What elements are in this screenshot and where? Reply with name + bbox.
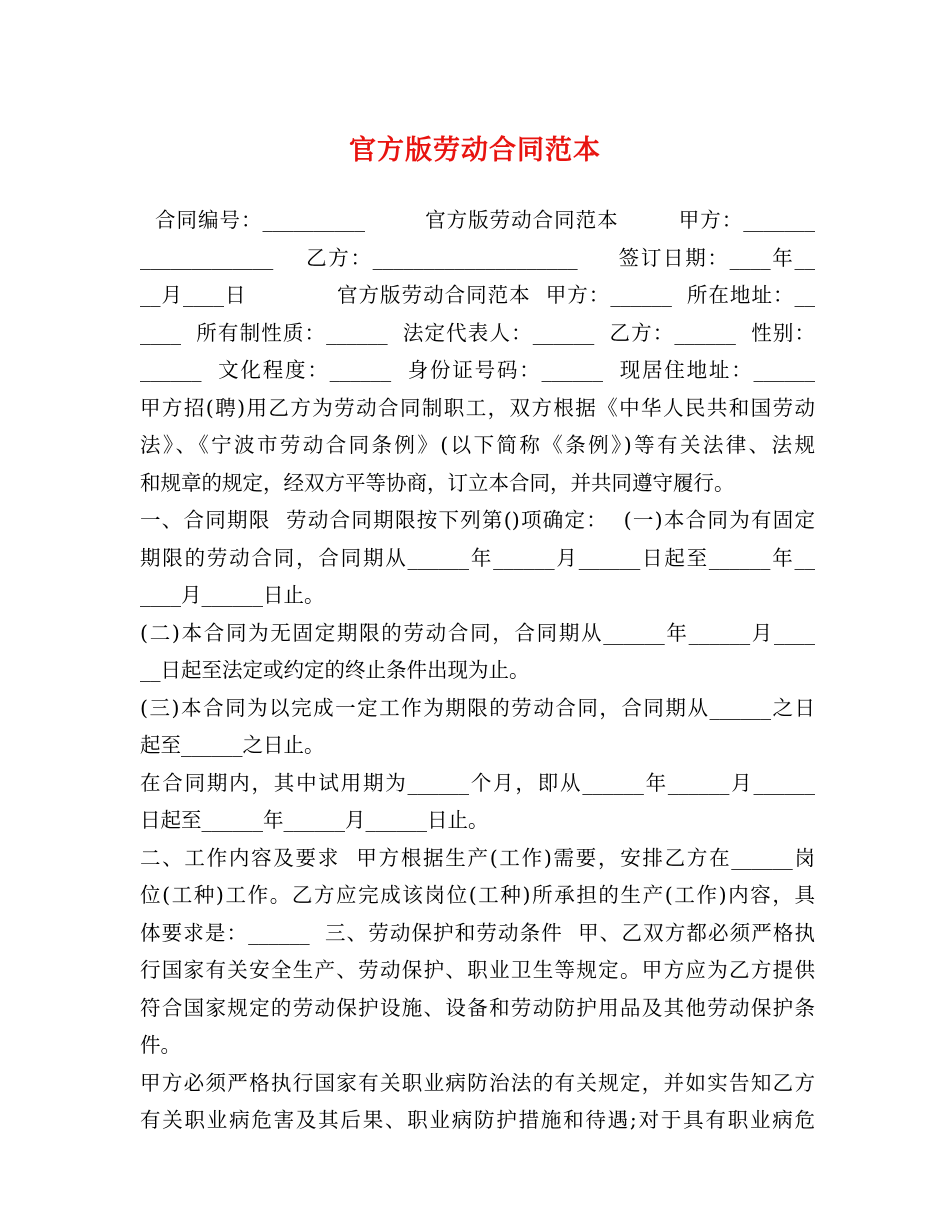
text-line-occupational-disease: 甲方必须严格执行国家有关职业病防治法的有关规定，并如实告知乙方 [140, 1070, 815, 1095]
document-title: 官方版劳动合同范本 [349, 135, 601, 166]
text-line-contract-header: 合同编号：__________ 官方版劳动合同范本 甲方：_______ [140, 208, 815, 232]
text-line-safety-rules: 行国家有关安全生产、劳动保护、职业卫生等规定。甲方应为乙方提供 [140, 958, 815, 982]
text-line-preamble-3: 和规章的规定，经双方平等协商，订立本合同，并共同遵守履行。 [140, 470, 735, 495]
text-line-party-b-date: _____________ 乙方：____________________ 签订日期：____年__ [140, 245, 815, 270]
text-line-section-3-protection: 体要求是：______ 三、劳动保护和劳动条件 甲、乙双方都必须严格执 [140, 920, 815, 945]
text-line-task-term: (三)本合同为以完成一定工作为期限的劳动合同，合同期从______之日 [140, 695, 815, 720]
text-line-probation-end: 日起至______年______月______日止。 [140, 808, 489, 832]
text-line-party-a-address: __月____日 官方版劳动合同范本 甲方：______ 所在地址：__ [140, 283, 815, 307]
text-line-work-content: 位(工种)工作。乙方应完成该岗位(工种)所承担的生产(工作)内容，具 [140, 883, 815, 907]
text-line-fixed-term: 期限的劳动合同，合同期从______年______月______日起至______年__ [140, 545, 815, 570]
text-line-preamble-2: 法》、《宁波市劳动合同条例》(以下简称《条例》)等有关法律、法规 [140, 433, 815, 457]
text-line-preamble-1: 甲方招(聘)用乙方为劳动合同制职工，双方根据《中华人民共和国劳动 [140, 395, 815, 420]
text-line-conditions-end: 件。 [140, 1033, 181, 1057]
text-line-occupational-hazard: 有关职业病危害及其后果、职业病防护措施和待遇;对于具有职业病危 [140, 1108, 815, 1132]
text-line-fixed-term-end: ____月______日止。 [140, 583, 325, 607]
document-body [140, 202, 815, 1140]
text-line-probation: 在合同期内，其中试用期为______个月，即从______年______月______ [140, 770, 815, 795]
text-line-section-2-work: 二、工作内容及要求 甲方根据生产(工作)需要，安排乙方在______岗 [140, 845, 815, 870]
text-line-open-term: (二)本合同为无固定期限的劳动合同，合同期从______年______月____ [140, 620, 815, 645]
text-line-education-id-residence: ______ 文化程度：______ 身份证号码：______ 现居住地址：______ [140, 358, 815, 382]
text-line-open-term-end: __日起至法定或约定的终止条件出现为止。 [140, 658, 530, 682]
text-line-protective-equipment: 符合国家规定的劳动保护设施、设备和劳动防护用品及其他劳动保护条 [140, 995, 815, 1020]
text-line-task-term-end: 起至______之日止。 [140, 733, 325, 757]
text-line-ownership-representative: ____ 所有制性质：______ 法定代表人：______ 乙方：______ 性别： [140, 320, 815, 345]
text-line-section-1-term: 一、合同期限 劳动合同期限按下列第()项确定： (一)本合同为有固定 [140, 508, 815, 532]
